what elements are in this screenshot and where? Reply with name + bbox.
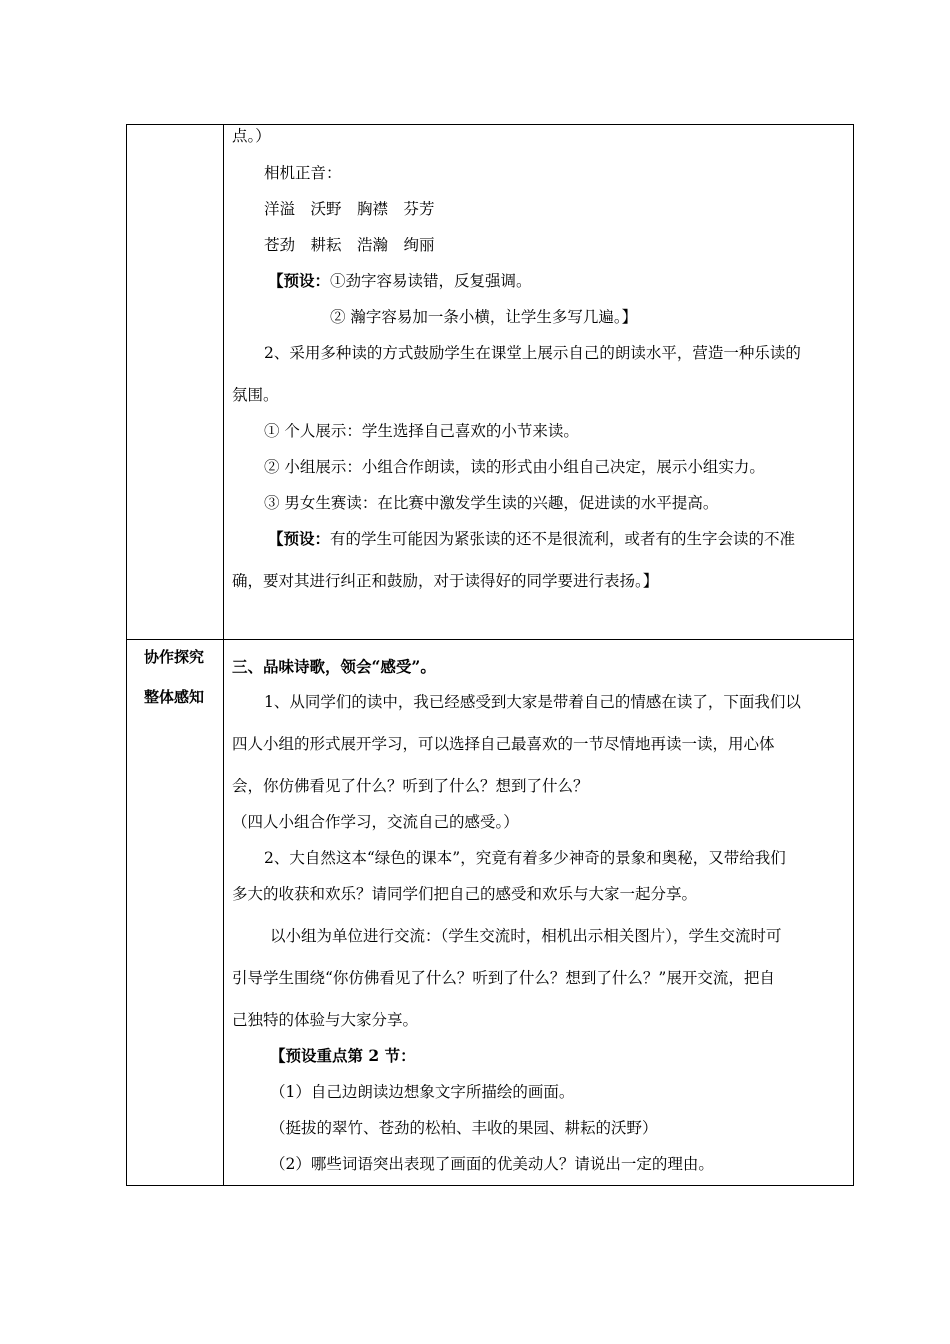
row2-line-6: 2、大自然这本“绿色的课本”，究竟有着多少神奇的景象和奥秘，又带给我们 — [264, 849, 786, 867]
row2-line-14: （2）哪些词语突出表现了画面的优美动人？请说出一定的理由。 — [270, 1155, 714, 1173]
row-divider — [127, 639, 853, 640]
row1-preset-1: 【预设：①劲字容易读错，反复强调。 — [268, 271, 532, 290]
row1-line-3: 洋溢 沃野 胸襟 芬芳 — [264, 200, 435, 218]
row1-line-9: ① 个人展示：学生选择自己喜欢的小节来读。 — [264, 422, 579, 440]
row2-line-7: 多大的收获和欢乐？请同学们把自己的感受和欢乐与大家一起分享。 — [232, 885, 698, 903]
row2-line-3: 四人小组的形式展开学习，可以选择自己最喜欢的一节尽情地再读一读，用心体 — [232, 735, 775, 753]
row2-line-12: （1）自己边朗读边想象文字所描绘的画面。 — [270, 1083, 575, 1101]
row1-line-4: 苍劲 耕耘 浩瀚 绚丽 — [264, 236, 435, 254]
row2-line-4: 会，你仿佛看见了什么？听到了什么？想到了什么？ — [232, 777, 589, 795]
preset-label-2: 【预设： — [268, 529, 331, 548]
section-heading: 三、品味诗歌，领会“感受”。 — [232, 657, 436, 676]
row2-preset-heading: 【预设重点第 2 节： — [270, 1046, 416, 1065]
row2-line-10: 己独特的体验与大家分享。 — [232, 1011, 419, 1029]
row1-line-6: ② 瀚字容易加一条小横，让学生多写几遍。】 — [330, 308, 638, 326]
row2-line-13: （挺拔的翠竹、苍劲的松柏、丰收的果园、耕耘的沃野） — [270, 1119, 658, 1137]
row1-line-10: ② 小组展示：小组合作朗读，读的形式由小组自己决定，展示小组实力。 — [264, 458, 765, 476]
row2-line-5: （四人小组合作学习，交流自己的感受。） — [232, 813, 519, 831]
row1-line-7: 2、采用多种读的方式鼓励学生在课堂上展示自己的朗读水平，营造一种乐读的 — [264, 344, 801, 362]
row1-line-13: 确，要对其进行纠正和鼓励，对于读得好的同学要进行表扬。】 — [232, 572, 659, 590]
column-divider — [223, 125, 224, 1185]
row1-line-1: 点。） — [232, 127, 271, 145]
row1-line-11: ③ 男女生赛读：在比赛中激发学生读的兴趣，促进读的水平提高。 — [264, 494, 719, 512]
section-label-line2: 整体感知 — [143, 688, 204, 706]
section-label-line1: 协作探究 — [143, 648, 204, 666]
preset-label: 【预设： — [268, 271, 331, 290]
row2-line-9: 引导学生围绕“你仿佛看见了什么？听到了什么？想到了什么？”展开交流，把自 — [232, 969, 775, 987]
row1-line-2: 相机正音： — [264, 164, 342, 182]
row1-preset-2: 【预设：有的学生可能因为紧张读的还不是很流利，或者有的生字会读的不准 — [268, 529, 796, 548]
row1-line-8: 氛围。 — [232, 386, 279, 404]
row2-line-2: 1、从同学们的读中，我已经感受到大家是带着自己的情感在读了，下面我们以 — [264, 693, 801, 711]
row2-line-8: 以小组为单位进行交流：（学生交流时，相机出示相关图片），学生交流时可 — [270, 927, 782, 945]
